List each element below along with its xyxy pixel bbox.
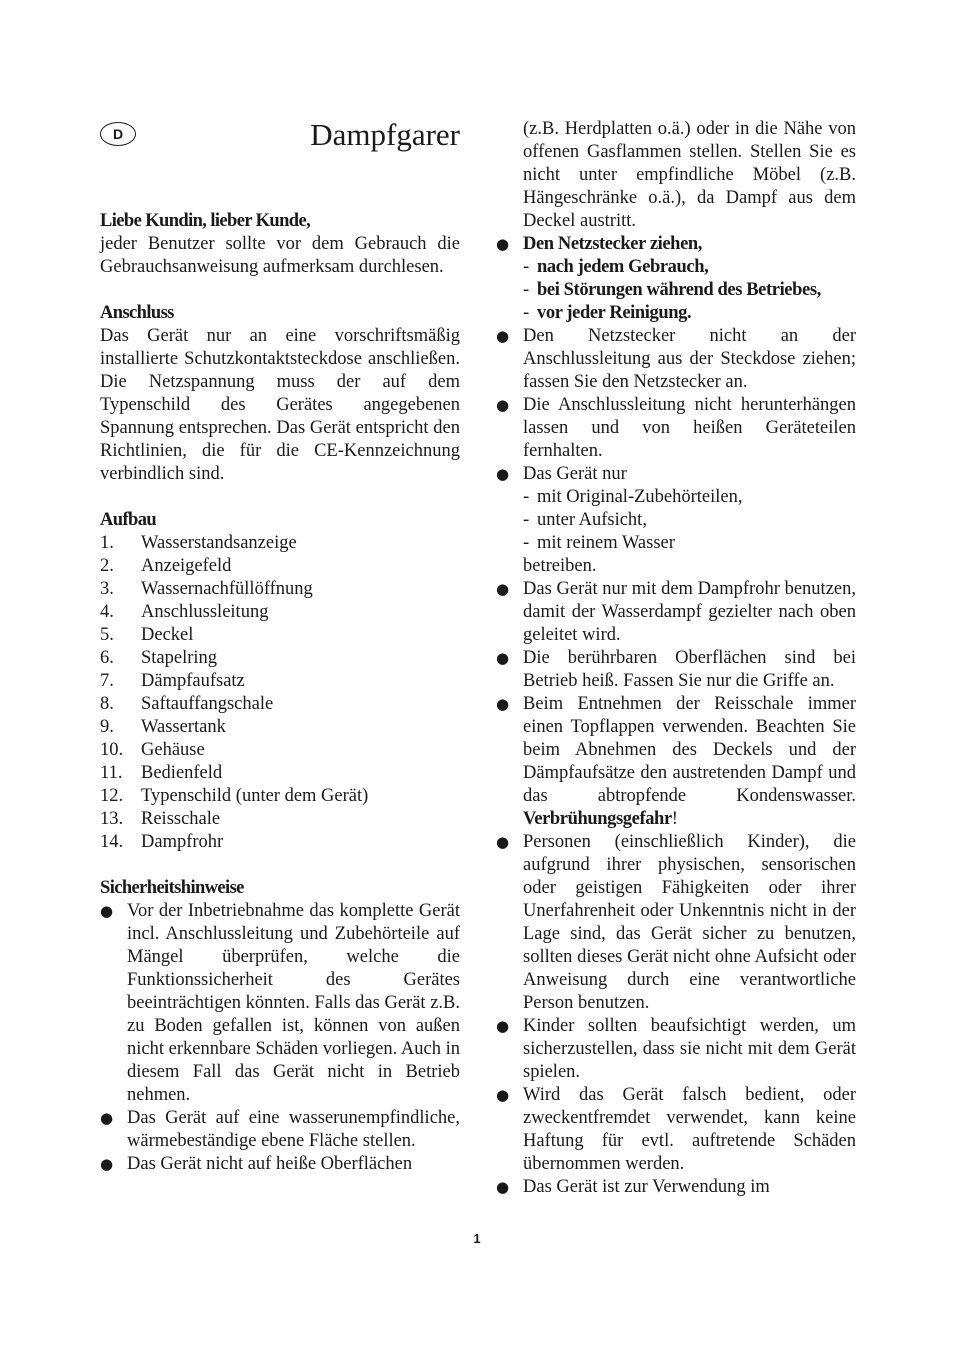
bullet-icon: ● <box>496 327 510 345</box>
unplug-heading: Den Netzstecker ziehen, <box>523 234 702 254</box>
sub-item-label: nach jedem Gebrauch, <box>537 257 709 277</box>
safety-text: Den Netzstecker nicht an der Anschlussleitung aus der Steckdose ziehen; fassen Sie den Netzstecker an. <box>523 326 856 392</box>
sub-item-label: unter Aufsicht, <box>537 510 647 530</box>
list-number: 12. <box>100 786 124 806</box>
operate-heading: Das Gerät nur <box>523 464 627 484</box>
bullet-icon: ● <box>496 580 510 598</box>
list-label: Wassertank <box>141 717 226 737</box>
sub-item-label: mit Original-Zubehörteilen, <box>537 487 743 507</box>
list-label: Typenschild (unter dem Gerät) <box>141 786 369 806</box>
list-item <box>100 601 460 624</box>
operate-tail: betreiben. <box>523 556 597 576</box>
list-label: Wassernachfüllöffnung <box>141 579 313 599</box>
page-title: Dampfgarer <box>310 117 460 152</box>
sub-item <box>523 256 856 279</box>
sub-item <box>523 509 856 532</box>
greeting-text: jeder Benutzer sollte vor dem Gebrauch die Gebrauchsanweisung aufmerksam durchlesen. <box>100 234 460 277</box>
safety-text: Das Gerät auf eine wasserunempfindliche, wärmebeständige ebene Fläche stellen. <box>127 1108 460 1151</box>
greeting-section <box>100 210 460 279</box>
list-item <box>496 1084 856 1176</box>
list-number: 2. <box>100 556 114 576</box>
list-item <box>100 1107 460 1153</box>
list-item <box>100 739 460 762</box>
list-item <box>496 647 856 693</box>
list-item <box>496 394 856 463</box>
list-item <box>496 463 856 578</box>
list-item <box>100 716 460 739</box>
list-item <box>496 693 856 831</box>
list-item <box>100 808 460 831</box>
anschluss-heading: Anschluss <box>100 303 174 323</box>
list-label: Stapelring <box>141 648 218 668</box>
bullet-icon: ● <box>496 833 510 851</box>
dash-icon: - <box>523 533 530 553</box>
list-item <box>100 647 460 670</box>
list-number: 4. <box>100 602 114 622</box>
dash-icon: - <box>523 280 530 300</box>
list-item <box>100 900 460 1107</box>
bullet-icon: ● <box>496 1017 510 1035</box>
list-label: Bedienfeld <box>141 763 223 783</box>
safety-list-left <box>100 900 460 1176</box>
list-label: Anzeigefeld <box>141 556 232 576</box>
safety-text <box>523 693 856 831</box>
greeting-heading: Liebe Kundin, lieber Kunde, <box>100 211 311 231</box>
list-item <box>100 693 460 716</box>
aufbau-heading: Aufbau <box>100 510 157 530</box>
list-item <box>496 1176 856 1199</box>
page-number: 1 <box>473 1231 481 1246</box>
sub-item <box>523 279 856 302</box>
bullet-icon: ● <box>100 902 114 920</box>
list-number: 11. <box>100 763 123 783</box>
list-label: Saftauffangschale <box>141 694 274 714</box>
list-item <box>496 325 856 394</box>
safety-text: Das Gerät nicht auf heiße Oberflächen <box>127 1154 413 1174</box>
list-item <box>100 785 460 808</box>
right-column <box>496 118 856 1199</box>
safety-text: Personen (einschließlich Kinder), die aufgrund ihrer physischen, sensorischen oder geistigen Fähigkeiten oder ihrer Unerfahrenheit oder Unkenntnis nicht in der Lage sind, das Gerät sicher zu benutzen, sollten dieses Gerät nicht ohne Aufsicht oder Anweisung durch eine verantwortliche Person benutzen. <box>523 832 856 1013</box>
left-column <box>100 118 460 1176</box>
list-item <box>100 624 460 647</box>
bullet-icon: ● <box>100 1155 114 1173</box>
dash-icon: - <box>523 487 530 507</box>
list-number: 10. <box>100 740 124 760</box>
list-number: 7. <box>100 671 114 691</box>
list-item <box>100 555 460 578</box>
safety-text: Die berührbaren Oberflächen sind bei Betrieb heiß. Fassen Sie nur die Griffe an. <box>523 648 856 691</box>
unplug-block <box>523 233 856 325</box>
safety-text: Das Gerät ist zur Verwendung im <box>523 1177 770 1197</box>
list-item <box>496 1015 856 1084</box>
scald-warning: Verbrühungsgefahr <box>523 809 672 829</box>
list-number: 6. <box>100 648 114 668</box>
list-label: Anschlussleitung <box>141 602 269 622</box>
list-number: 14. <box>100 832 124 852</box>
bullet-icon: ● <box>496 1178 510 1196</box>
list-number: 8. <box>100 694 114 714</box>
dash-icon: - <box>523 510 530 530</box>
bullet-icon: ● <box>100 1109 114 1127</box>
list-item <box>496 831 856 1015</box>
dash-icon: - <box>523 303 530 323</box>
safety-text: Die Anschlussleitung nicht herunterhängen lassen und von heißen Geräteteilen fernhalten. <box>523 395 856 461</box>
safety-text: Vor der Inbetriebnahme das komplette Gerät incl. Anschlussleitung und Zubehörteile auf Mängel überprüfen, welche die Funktionssicherheit des Gerätes beeinträchtigen könnten. Falls das Gerät z.B. zu Boden gefallen ist, können von außen nicht erkennbare Schäden vorliegen. Auch in diesem Fall das Gerät nicht in Betrieb nehmen. <box>127 901 460 1105</box>
list-number: 13. <box>100 809 124 829</box>
language-badge: D <box>100 122 136 146</box>
bullet-icon: ● <box>496 465 510 483</box>
sub-item <box>523 302 856 325</box>
safety-text: Wird das Gerät falsch bedient, oder zweckentfremdet verwendet, kann keine Haftung für evtl. auftretende Schäden übernommen werden. <box>523 1085 856 1174</box>
list-item <box>100 1153 460 1176</box>
sub-item <box>523 532 856 555</box>
anschluss-text: Das Gerät nur an eine vorschriftsmäßig installierte Schutzkontaktsteckdose anschließen. Die Netzspannung muss der auf dem Typenschild des Gerätes angegebenen Spannung entsprechen. Das Gerät entspricht den Richtlinien, die für die CE-Kennzeichnung verbindlich sind. <box>100 326 460 484</box>
bullet-icon: ● <box>496 235 510 253</box>
sub-item-label: bei Störungen während des Betriebes, <box>537 280 821 300</box>
list-item <box>100 578 460 601</box>
sub-item-label: mit reinem Wasser <box>537 533 675 553</box>
bullet-icon: ● <box>496 1086 510 1104</box>
safety-heading: Sicherheitshinweise <box>100 878 244 898</box>
list-label: Gehäuse <box>141 740 205 760</box>
list-number: 3. <box>100 579 114 599</box>
list-number: 5. <box>100 625 114 645</box>
safety-text: Kinder sollten beaufsichtigt werden, um sicherzustellen, dass sie nicht mit dem Gerät spielen. <box>523 1016 856 1082</box>
list-item <box>100 762 460 785</box>
list-label: Deckel <box>141 625 194 645</box>
page-header <box>100 118 460 210</box>
list-label: Reisschale <box>141 809 221 829</box>
list-item <box>100 532 460 555</box>
safety-text-continued: (z.B. Herdplatten o.ä.) oder in die Nähe von offenen Gasflammen stellen. Stellen Sie es nicht unter empfindliche Möbel (z.B. Hängeschränke o.ä.), da Dampf aus dem Deckel austritt. <box>523 119 856 231</box>
list-number: 9. <box>100 717 114 737</box>
bullet-icon: ● <box>496 649 510 667</box>
anschluss-section <box>100 302 460 486</box>
list-label: Wasserstandsanzeige <box>141 533 297 553</box>
list-label: Dampfrohr <box>141 832 224 852</box>
warning-punctuation: ! <box>671 809 678 829</box>
sub-item <box>523 486 856 509</box>
list-label: Dämpfaufsatz <box>141 671 245 691</box>
safety-text: Das Gerät nur mit dem Dampfrohr benutzen, damit der Wasserdampf gezielter nach oben geleitet wird. <box>523 579 856 645</box>
operate-block <box>523 463 856 578</box>
bullet-icon: ● <box>496 396 510 414</box>
list-number: 1. <box>100 533 114 553</box>
safety-list-right <box>496 233 856 1199</box>
dash-icon: - <box>523 257 530 277</box>
list-item <box>496 578 856 647</box>
aufbau-section <box>100 509 460 854</box>
bullet-icon: ● <box>496 695 510 713</box>
safety-section <box>100 877 460 1176</box>
sub-item-label: vor jeder Reinigung. <box>537 303 692 323</box>
list-item <box>100 831 460 854</box>
parts-list <box>100 532 460 854</box>
list-item <box>496 233 856 325</box>
list-item <box>100 670 460 693</box>
safety-text-body: Beim Entnehmen der Reisschale immer einen Topflappen verwenden. Beachten Sie beim Abnehmen des Deckels und der Dämpfaufsätze den austretenden Dampf und das abtropfende Kondenswasser. <box>523 694 856 806</box>
